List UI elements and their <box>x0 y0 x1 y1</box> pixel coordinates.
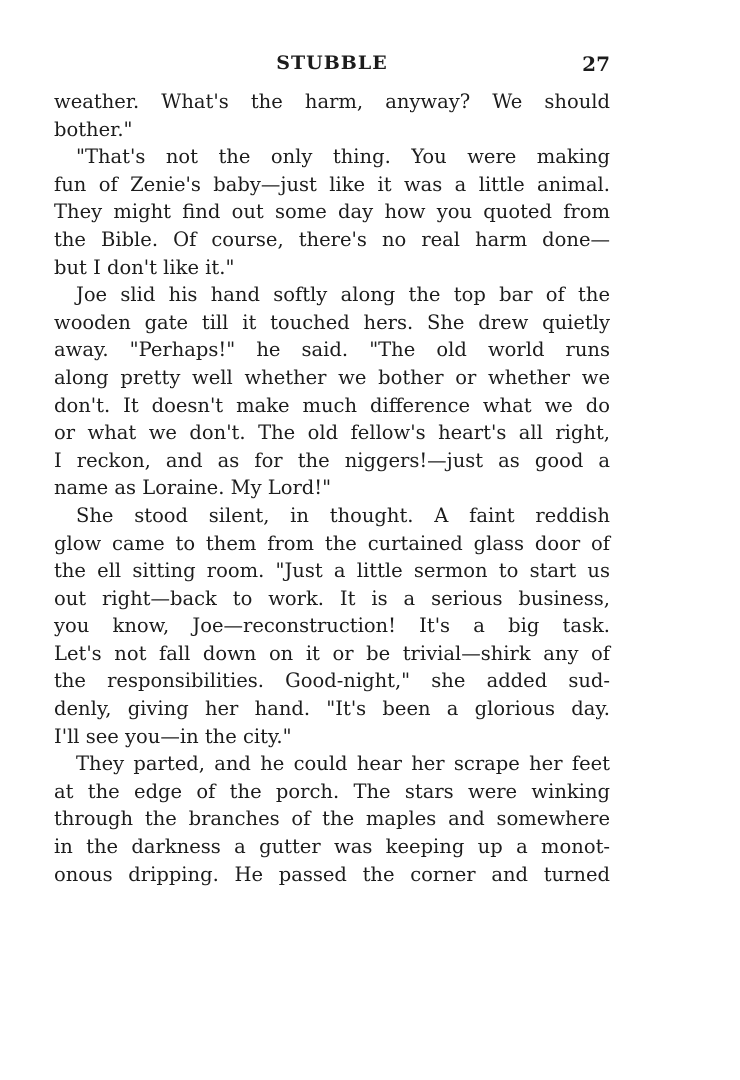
text-line: you know, Joe—reconstruction! It's a big task. <box>54 614 610 638</box>
text-line: glow came to them from the curtained glass door of <box>54 531 610 555</box>
text-line: the ell sitting room. "Just a little sermon to start us <box>54 559 610 583</box>
text-line: at the edge of the porch. The stars were winking <box>54 779 610 803</box>
text-line: away. "Perhaps!" he said. "The old world runs <box>54 338 610 362</box>
text-line: through the branches of the maples and somewhere <box>54 807 610 831</box>
text-line: I'll see you—in the city." <box>54 724 292 748</box>
text-line: Joe slid his hand softly along the top bar of the <box>76 283 610 307</box>
text-line: denly, giving her hand. "It's been a glorious day. <box>54 697 610 721</box>
text-line: along pretty well whether we bother or whether we <box>54 365 610 389</box>
text-line: wooden gate till it touched hers. She drew quietly <box>54 310 610 334</box>
text-line: She stood silent, in thought. A faint reddish <box>76 503 610 527</box>
running-head <box>54 48 610 88</box>
page-number: 27 <box>582 52 610 76</box>
text-line: weather. What's the harm, anyway? We should <box>54 90 610 113</box>
text-line: in the darkness a gutter was keeping up a monot- <box>54 835 610 859</box>
text-line: don't. It doesn't make much difference what we do <box>54 393 610 417</box>
text-line: They might find out some day how you quoted from <box>54 200 610 224</box>
body-text <box>54 88 610 888</box>
book-page <box>54 48 610 888</box>
text-line: but I don't like it." <box>54 255 235 279</box>
text-line: "That's not the only thing. You were making <box>76 145 610 169</box>
text-line: or what we don't. The old fellow's heart's all right, <box>54 421 610 445</box>
text-line: They parted, and he could hear her scrape her feet <box>76 752 610 776</box>
text-line: out right—back to work. It is a serious business, <box>54 586 610 610</box>
text-line: onous dripping. He passed the corner and turned <box>54 862 610 886</box>
text-line: Let's not fall down on it or be trivial—shirk any of <box>54 641 610 665</box>
text-line: I reckon, and as for the niggers!—just as good a <box>54 448 610 472</box>
running-title: STUBBLE <box>276 52 388 74</box>
text-line: fun of Zenie's baby—just like it was a little animal. <box>54 172 610 196</box>
text-line: bother." <box>54 117 133 141</box>
text-line: the Bible. Of course, there's no real harm done— <box>54 227 610 251</box>
text-line: the responsibilities. Good-night," she added sud- <box>54 669 610 693</box>
text-line: name as Loraine. My Lord!" <box>54 476 332 500</box>
